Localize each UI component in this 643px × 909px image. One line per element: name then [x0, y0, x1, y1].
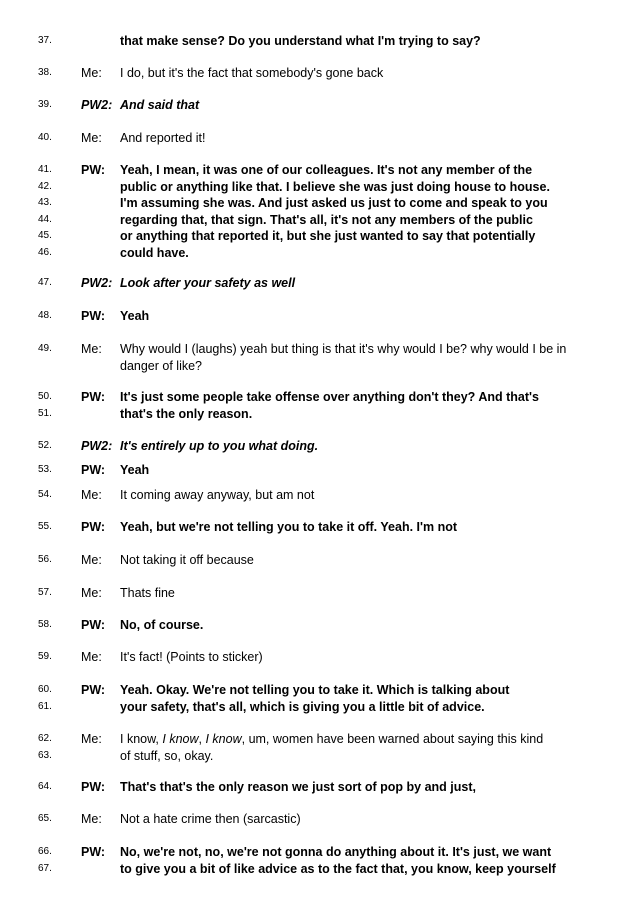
transcript-line — [0, 406, 643, 423]
transcript-line — [0, 358, 643, 375]
transcript-line — [0, 487, 643, 504]
transcript-entry — [0, 275, 643, 292]
transcript-line — [0, 811, 643, 828]
line-number: 66. — [38, 846, 52, 857]
transcript-line — [0, 748, 643, 765]
speaker-label: Me: — [81, 732, 102, 746]
transcript-entry — [0, 519, 643, 536]
line-number: 58. — [38, 619, 52, 630]
transcript-entry — [0, 389, 643, 422]
line-number: 57. — [38, 587, 52, 598]
line-number: 67. — [38, 862, 52, 874]
line-text: It's just some people take offense over anything don't they? And that's — [120, 390, 539, 404]
line-number: 53. — [38, 464, 52, 475]
line-number: 48. — [38, 310, 52, 321]
line-text: regarding that, that sign. That's all, it's not any members of the public — [120, 212, 533, 227]
line-text: that make sense? Do you understand what I'm trying to say? — [120, 34, 481, 48]
speaker-label: PW: — [81, 390, 106, 404]
transcript-line — [0, 97, 643, 114]
speaker-label: PW2: — [81, 98, 113, 112]
transcript-line — [0, 519, 643, 536]
emphasis-text: I know — [162, 732, 199, 746]
speaker-label: PW: — [81, 309, 106, 323]
speaker-label: PW: — [81, 163, 106, 177]
transcript-entry — [0, 552, 643, 569]
line-number: 50. — [38, 391, 52, 402]
transcript-entry — [0, 682, 643, 715]
line-number: 41. — [38, 164, 52, 175]
transcript-line — [0, 617, 643, 634]
transcript-line — [0, 585, 643, 602]
transcript-entry — [0, 438, 643, 455]
transcript-line — [0, 389, 643, 406]
line-number: 55. — [38, 521, 52, 532]
plain-text: , — [198, 732, 206, 746]
speaker-label: PW2: — [81, 439, 113, 453]
transcript-entry — [0, 585, 643, 602]
transcript-line — [0, 245, 643, 262]
line-text: Yeah, I mean, it was one of our colleagues. It's not any member of the — [120, 163, 533, 177]
line-text: to give you a bit of like advice as to the fact that, you know, keep yourself — [120, 861, 556, 876]
speaker-label: PW: — [81, 618, 106, 632]
line-text: your safety, that's all, which is giving you a little bit of advice. — [120, 699, 485, 714]
line-number: 54. — [38, 489, 52, 500]
transcript-line — [0, 308, 643, 325]
speaker-label: Me: — [81, 812, 102, 826]
line-number: 63. — [38, 749, 52, 761]
transcript-line — [0, 844, 643, 861]
transcript-line — [0, 162, 643, 179]
line-number: 49. — [38, 343, 52, 354]
line-number: 40. — [38, 132, 52, 143]
speaker-label: PW: — [81, 845, 106, 859]
transcript-entry — [0, 617, 643, 634]
transcript-line — [0, 552, 643, 569]
plain-text: , um, women have been warned about saying this kind — [241, 732, 544, 746]
transcript-line — [0, 341, 643, 358]
line-number: 60. — [38, 684, 52, 695]
line-text: I do, but it's the fact that somebody's gone back — [120, 66, 384, 80]
transcript-line — [0, 861, 643, 878]
speaker-label: PW: — [81, 463, 106, 477]
speaker-label: Me: — [81, 342, 102, 356]
line-text: Not a hate crime then (sarcastic) — [120, 812, 301, 826]
transcript-entry — [0, 779, 643, 796]
transcript-line — [0, 195, 643, 212]
line-number: 38. — [38, 67, 52, 78]
speaker-label: Me: — [81, 553, 102, 567]
line-number: 44. — [38, 213, 52, 225]
line-text: No, we're not, no, we're not gonna do anything about it. It's just, we want — [120, 845, 552, 859]
speaker-label: Me: — [81, 66, 102, 80]
line-number: 43. — [38, 197, 52, 208]
plain-text: I know, — [120, 732, 163, 746]
transcript-line — [0, 130, 643, 147]
line-text: Yeah. Okay. We're not telling you to take it. Which is talking about — [120, 683, 510, 697]
line-text: And said that — [120, 98, 200, 112]
transcript-line — [0, 779, 643, 796]
line-text: public or anything like that. I believe she was just doing house to house. — [120, 179, 550, 194]
line-text: I'm assuming she was. And just asked us just to come and speak to you — [120, 196, 548, 210]
transcript-line — [0, 65, 643, 82]
line-text: No, of course. — [120, 618, 204, 632]
transcript-entry — [0, 487, 643, 504]
transcript-entry — [0, 97, 643, 114]
speaker-label: Me: — [81, 650, 102, 664]
line-text: That's that's the only reason we just sort of pop by and just, — [120, 780, 476, 794]
line-number: 47. — [38, 277, 52, 288]
line-number: 62. — [38, 733, 52, 744]
line-text: Why would I (laughs) yeah but thing is that it's why would I be? why would I be in — [120, 342, 567, 356]
line-text: Yeah — [120, 309, 150, 323]
line-number: 42. — [38, 180, 52, 192]
line-text: that's the only reason. — [120, 406, 253, 421]
transcript-entry — [0, 308, 643, 325]
line-text: could have. — [120, 245, 189, 260]
transcript-entry — [0, 33, 643, 50]
line-text: It coming away anyway, but am not — [120, 488, 315, 502]
transcript-entry — [0, 811, 643, 828]
speaker-label: Me: — [81, 131, 102, 145]
line-number: 51. — [38, 407, 52, 419]
line-text: danger of like? — [120, 358, 203, 373]
line-number: 56. — [38, 554, 52, 565]
transcript-entry — [0, 162, 643, 261]
transcript-line — [0, 275, 643, 292]
transcript-entry — [0, 462, 643, 479]
transcript-entry — [0, 731, 643, 764]
transcript-entry — [0, 341, 643, 374]
line-text: Yeah — [120, 463, 150, 477]
line-text: or anything that reported it, but she just wanted to say that potentially — [120, 229, 536, 243]
line-text: of stuff, so, okay. — [120, 748, 214, 763]
line-text: Not taking it off because — [120, 553, 254, 567]
transcript-line — [0, 438, 643, 455]
line-text: And reported it! — [120, 131, 206, 145]
line-text: It's fact! (Points to sticker) — [120, 650, 263, 664]
line-number: 52. — [38, 440, 52, 451]
line-number: 37. — [38, 35, 52, 46]
transcript-line — [0, 228, 643, 245]
transcript-line — [0, 649, 643, 666]
speaker-label: Me: — [81, 586, 102, 600]
transcript-line — [0, 462, 643, 479]
line-number: 65. — [38, 813, 52, 824]
speaker-label: Me: — [81, 488, 102, 502]
transcript-line — [0, 179, 643, 196]
line-text: It's entirely up to you what doing. — [120, 439, 319, 453]
line-text: Thats fine — [120, 586, 175, 600]
line-text — [120, 731, 543, 747]
transcript-line — [0, 212, 643, 229]
speaker-label: PW: — [81, 780, 106, 794]
line-text: Look after your safety as well — [120, 276, 296, 290]
line-number: 64. — [38, 781, 52, 792]
transcript-entry — [0, 130, 643, 147]
transcript-line — [0, 682, 643, 699]
transcript-entry — [0, 65, 643, 82]
speaker-label: PW2: — [81, 276, 113, 290]
line-number: 46. — [38, 246, 52, 258]
line-text: Yeah, but we're not telling you to take it off. Yeah. I'm not — [120, 520, 458, 534]
line-number: 45. — [38, 230, 52, 241]
line-number: 59. — [38, 651, 52, 662]
speaker-label: PW: — [81, 683, 106, 697]
transcript-line — [0, 699, 643, 716]
transcript-line — [0, 33, 643, 50]
line-number: 61. — [38, 700, 52, 712]
emphasis-text: I know — [205, 732, 242, 746]
transcript-entry — [0, 844, 643, 877]
transcript-line — [0, 731, 643, 748]
line-number: 39. — [38, 99, 52, 110]
speaker-label: PW: — [81, 520, 106, 534]
transcript-entry — [0, 649, 643, 666]
